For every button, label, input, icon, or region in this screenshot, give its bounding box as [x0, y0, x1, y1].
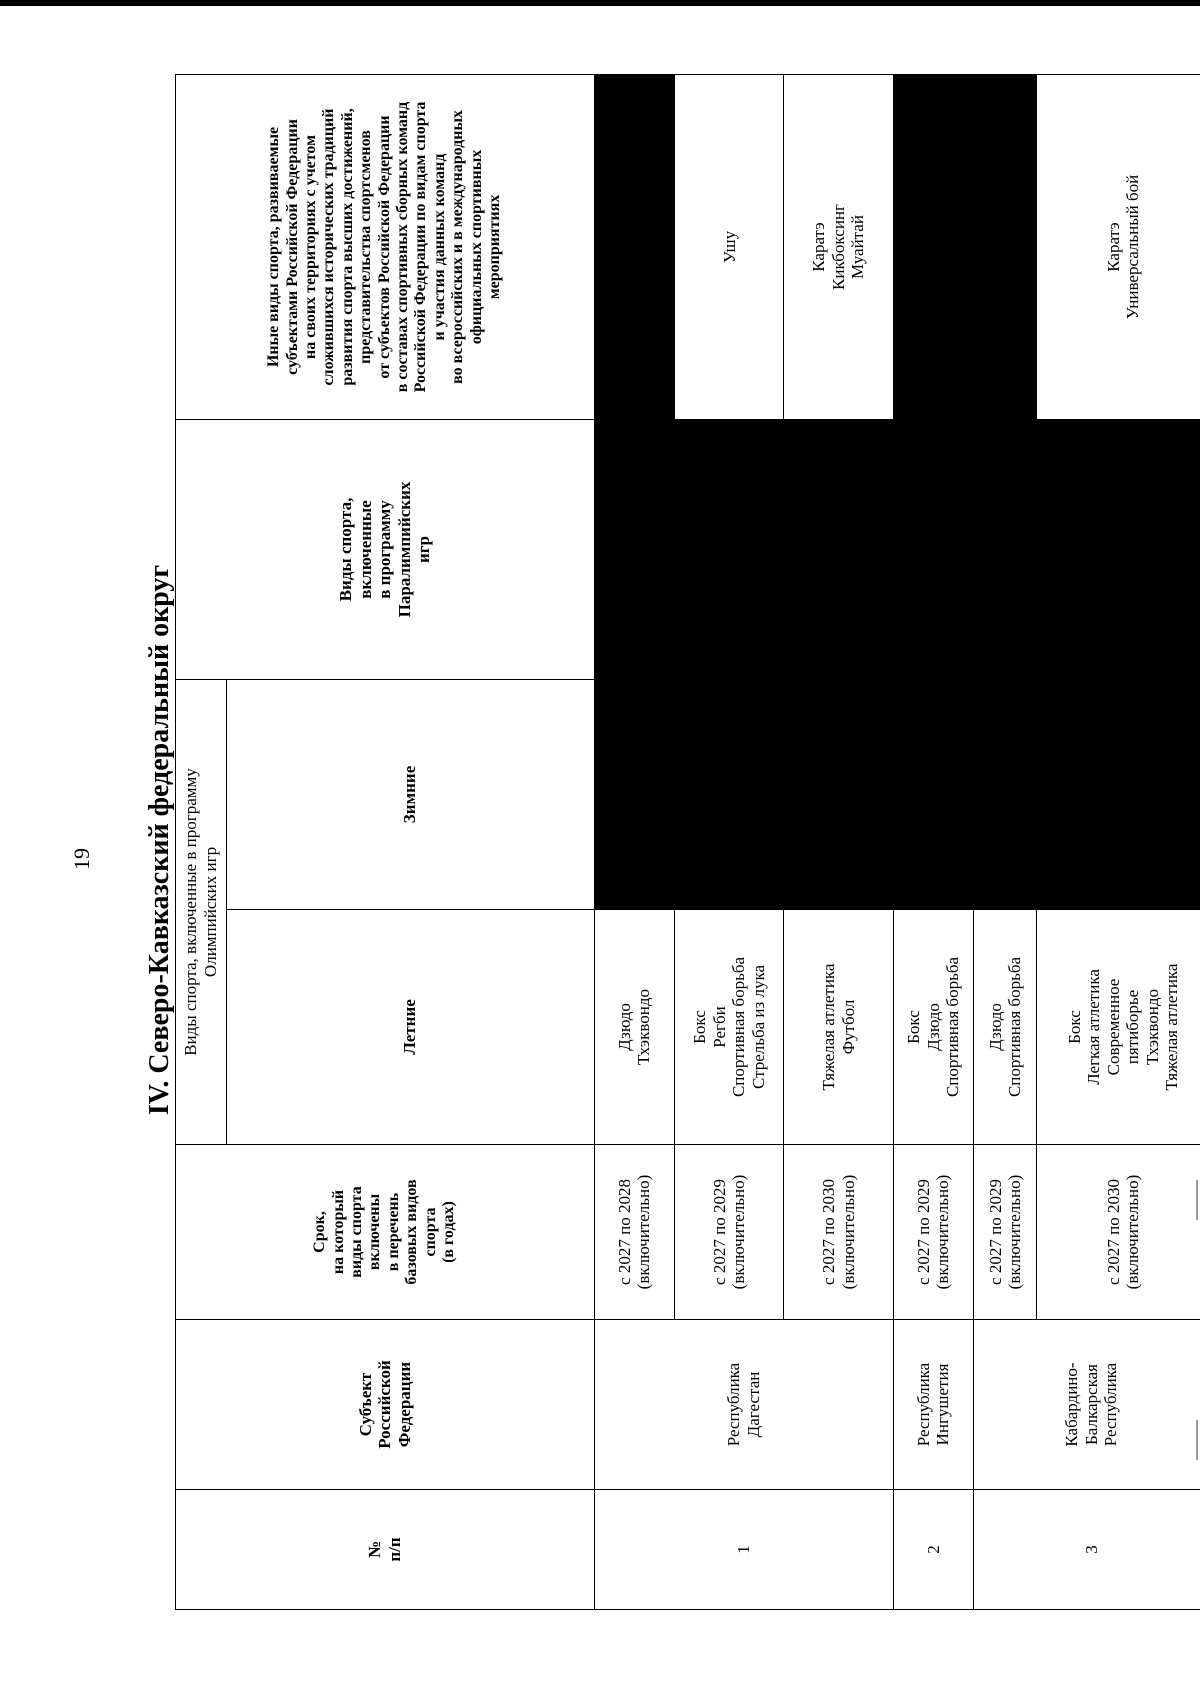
cell-subject: Республика Дагестан [594, 1320, 893, 1490]
cell-term: с 2027 по 2030 (включительно) [1037, 1145, 1200, 1320]
cell-num: 3 [974, 1490, 1200, 1610]
header-other: Иные виды спорта, развиваемые субъектами Российской Федерации на своих территориях с учетом сложившихся исторических традиций развития спорта высших достижений, представительства спортсменов от субъектов Российской Федерации в составах спортивных сборных команд Российской Федерации по видам спорта и участия данных команд во всероссийских и в международных официальных спортивных мероприятиях [176, 74, 595, 419]
cell-winter-redacted [594, 679, 1200, 909]
cell-summer: Тяжелая атлетика Футбол [784, 910, 893, 1145]
cell-num: 2 [893, 1490, 974, 1610]
page-number: 19 [69, 848, 94, 870]
header-term: Срок, на который виды спорта включены в перечень базовых видов спорта (в годах) [176, 1145, 595, 1320]
cell-term: с 2027 по 2030 (включительно) [784, 1145, 893, 1320]
section-title: IV. Северо-Кавказский федеральный округ [144, 564, 175, 1116]
table-row [594, 74, 675, 1609]
cell-subject: Республика Ингушетия [893, 1320, 974, 1490]
rotated-page-content [130, 60, 1200, 1620]
header-summer: Летние [226, 910, 594, 1145]
cell-term: с 2027 по 2029 (включительно) [675, 1145, 784, 1320]
header-num: № п/п [176, 1490, 595, 1610]
scan-top-border [0, 0, 1200, 6]
cell-other: Ушу [675, 74, 784, 419]
header-paralympic: Виды спорта, включенные в программу Паралимпийских игр [176, 419, 595, 679]
header-subject: Субъект Российской Федерации [176, 1320, 595, 1490]
header-olympic: Виды спорта, включенные в программу Олимпийских игр [176, 679, 227, 1144]
cell-subject: Кабардино- Балкарская Республика [974, 1320, 1200, 1490]
cell-summer: Бокс Дзюдо Спортивная борьба [893, 910, 974, 1145]
cell-summer: Дзюдо Спортивная борьба [974, 910, 1037, 1145]
cell-paralympic-redacted [594, 419, 1200, 679]
cell-other-redacted [974, 74, 1037, 419]
cell-other-redacted [893, 74, 974, 419]
cell-term: с 2027 по 2029 (включительно) [974, 1145, 1037, 1320]
cell-term: с 2027 по 2029 (включительно) [893, 1145, 974, 1320]
cell-summer: Бокс Регби Спортивная борьба Стрельба из лука [675, 910, 784, 1145]
header-row [176, 74, 227, 1609]
sports-table [175, 74, 1200, 1610]
cell-summer: Бокс Легкая атлетика Современное пятиборье Тхэквондо Тяжелая атлетика [1037, 910, 1200, 1145]
cell-summer: Дзюдо Тхэквондо [594, 910, 675, 1145]
cell-num: 1 [594, 1490, 893, 1610]
cell-term: с 2027 по 2028 (включительно) [594, 1145, 675, 1320]
cell-other-redacted [594, 74, 675, 419]
cell-other: Каратэ Кикбоксинг Муайтай [784, 74, 893, 419]
header-winter: Зимние [226, 679, 594, 909]
cell-other: Каратэ Универсальный бой [1037, 74, 1200, 419]
